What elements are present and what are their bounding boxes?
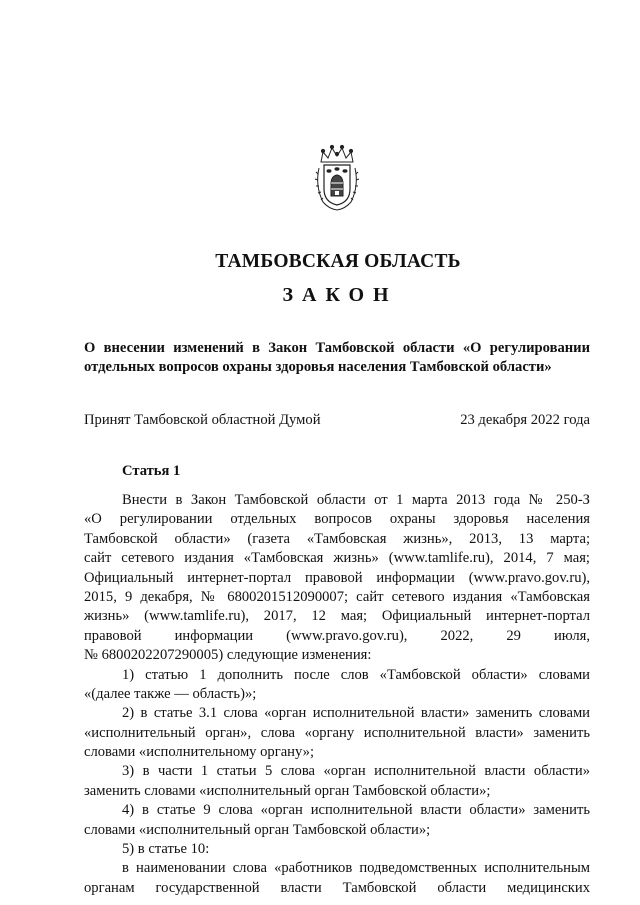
body-line: заменить словами «исполнительный орган Тамбовской области»; — [84, 782, 491, 799]
article-heading: Статья 1 — [122, 463, 181, 479]
body-line: 4) в статье 9 слова «орган исполнительной власти области» заменить — [122, 802, 590, 819]
body-line: словами «исполнительному органу»; — [84, 744, 315, 761]
law-title-line: отдельных вопросов охраны здоровья населения Тамбовской области» — [84, 359, 552, 375]
body-line: сайт сетевого издания «Тамбовская жизнь» (www.tamlife.ru), 2014, 7 мая; — [84, 550, 590, 567]
body-line: «исполнительный орган», слова «органу исполнительной власти» заменить — [84, 724, 590, 741]
body-line: жизнь» (www.tamlife.ru), 2017, 12 мая; Официальный интернет-портал — [84, 608, 590, 625]
body-line: в наименовании слова «работников подведомственных исполнительным — [122, 860, 590, 877]
adoption-date: 23 декабря 2022 года — [460, 412, 590, 428]
coat-of-arms-emblem — [313, 142, 361, 214]
body-line: 5) в статье 10: — [122, 841, 210, 858]
law-title-line: О внесении изменений в Закон Тамбовской области «О регулировании — [84, 340, 590, 356]
body-line: 2) в статье 3.1 слова «орган исполнительной власти» заменить словами — [122, 705, 590, 722]
body-line: 3) в части 1 статьи 5 слова «орган исполнительной власти области» — [122, 763, 590, 780]
body-line: № 6800202207290005) следующие изменения: — [84, 647, 372, 664]
document-type-heading: ЗАКОН — [282, 284, 398, 306]
law-title — [84, 339, 590, 377]
body-line: словами «исполнительный орган Тамбовской области»; — [84, 821, 431, 838]
region-heading: ТАМБОВСКАЯ ОБЛАСТЬ — [215, 251, 461, 272]
body-line: правовой информации (www.pravo.gov.ru), 2022, 29 июля, — [84, 627, 590, 644]
body-line: 1) статью 1 дополнить после слов «Тамбовской области» словами — [122, 666, 590, 683]
body-line: Внести в Закон Тамбовской области от 1 марта 2013 года № 250-З — [122, 492, 590, 508]
adopted-by: Принят Тамбовской областной Думой — [84, 412, 321, 428]
body-line: органам государственной власти Тамбовской области медицинских — [84, 879, 590, 896]
body-line: Официальный интернет-портал правовой информации (www.pravo.gov.ru), — [84, 569, 590, 586]
body-line: 2015, 9 декабря, № 6800201512090007; сайт сетевого издания «Тамбовская — [84, 588, 590, 605]
body-line: «(далее также — область)»; — [84, 685, 257, 702]
body-line: «О регулировании отдельных вопросов охраны здоровья населения — [84, 511, 590, 528]
article-body — [84, 491, 590, 898]
body-line: Тамбовской области» (газета «Тамбовская жизнь», 2013, 13 марта; — [84, 530, 590, 547]
